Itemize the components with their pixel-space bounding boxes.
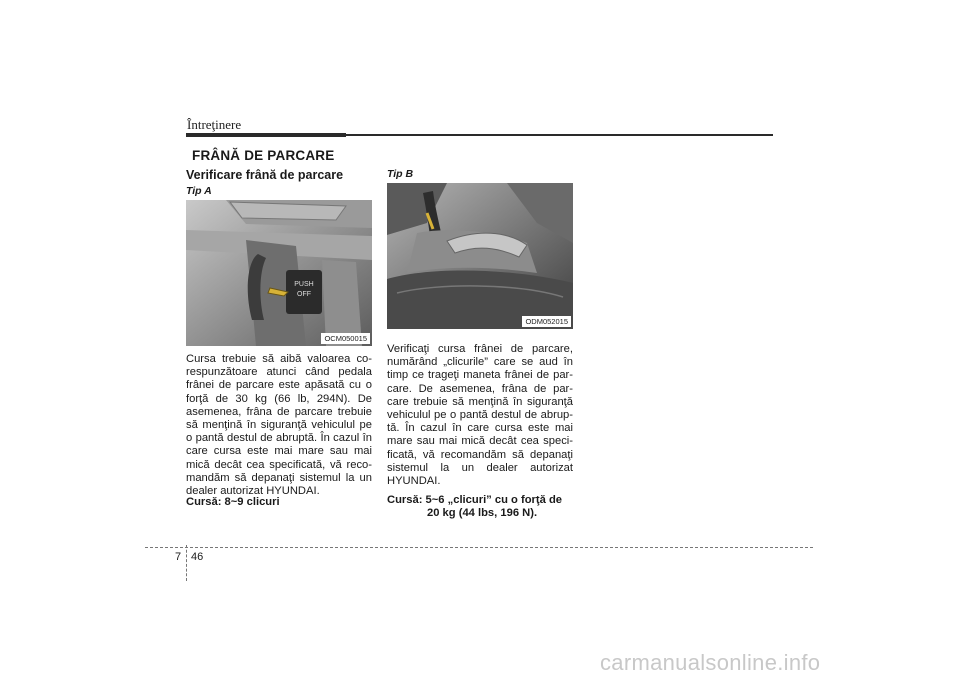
chapter-title: Întreţinere [187, 117, 242, 132]
footer-divider [145, 547, 813, 548]
footer-vertical-divider [186, 545, 187, 581]
pedal-push-text: PUSH [294, 281, 314, 288]
tip-b-stroke [387, 494, 573, 520]
watermark-text: carmanualsonline.info [600, 650, 821, 675]
section-title: FRÂNĂ DE PARCARE [192, 148, 335, 163]
image-code-b: ODM052015 [522, 316, 571, 327]
parking-brake-lever-photo [387, 183, 573, 329]
parking-brake-pedal-photo [186, 200, 372, 346]
tip-b-stroke-line1: Cursă: 5~6 „clicuri” cu o forţă de [387, 494, 563, 506]
header-rule-thick [186, 133, 346, 137]
section-subtitle: Verificare frână de parcare [186, 168, 344, 182]
tip-b-label: Tip B [387, 168, 414, 180]
tip-b-stroke-line2: 20 kg (44 lbs, 196 N). [427, 507, 538, 520]
chapter-number: 7 [175, 551, 182, 563]
tip-b-description: Verificaţi cursa frânei de parcare, numărând „clicurile” care se aud în timp ce trageţi maneta frânei de par-care. De asemenea, frâna de par-care trebuie să menţină în siguranţă vehiculul pe o pantă destul de abrup-tă. În cazul în care cursa este mai mare sau mai mică decât cea speci-ficată, vă recomandăm să depanaţi sistemul la un dealer autorizat HYUNDAI. [387, 343, 573, 488]
tip-a-stroke: Cursă: 8~9 clicuri [186, 496, 280, 508]
tip-a-description: Cursa trebuie să aibă valoarea co-respunzătoare atunci când pedala frânei de parcare este apăsată cu o forţă de 30 kg (66 lb, 294N). De asemenea, frâna de parcare trebuie să menţină în siguranţă vehiculul pe o pantă destul de abruptă. În cazul în care cursa este mai mare sau mai mică decât cea specificată, vă reco-mandăm să depanaţi sistemul la un dealer autorizat HYUNDAI. [186, 353, 372, 498]
image-code-a: OCM050015 [321, 333, 370, 344]
header-rule-thin [346, 134, 773, 136]
tip-a-label: Tip A [186, 185, 212, 197]
pedal-illustration [186, 200, 372, 346]
page-number: 46 [191, 551, 204, 563]
lever-illustration [387, 183, 573, 329]
pedal-off-text: OFF [297, 291, 311, 298]
